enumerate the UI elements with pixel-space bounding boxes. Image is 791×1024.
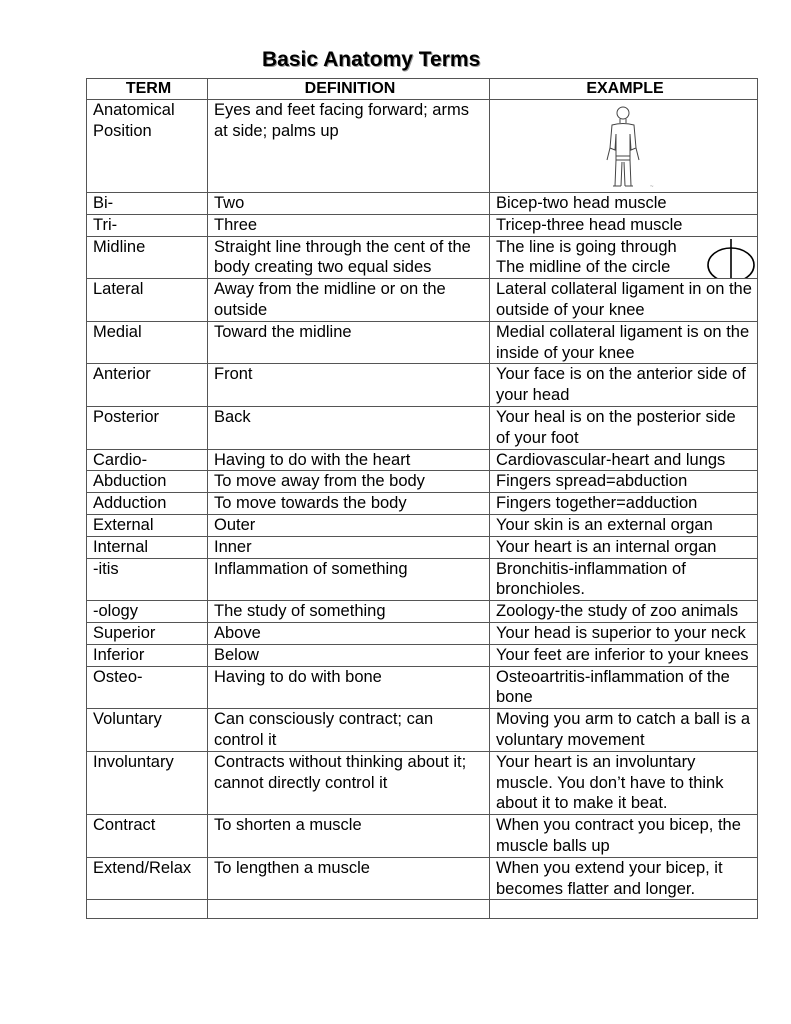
example-cell (490, 236, 758, 279)
midline-circle-icon (706, 237, 758, 279)
term-cell: Inferior (87, 644, 208, 666)
example-cell: Medial collateral ligament is on the inside of your knee (490, 321, 758, 364)
table-row (87, 406, 758, 449)
table-row (87, 449, 758, 471)
term-cell: -itis (87, 558, 208, 601)
table-row (87, 666, 758, 709)
table-row (87, 471, 758, 493)
definition-cell: Toward the midline (208, 321, 490, 364)
example-cell: When you extend your bicep, it becomes flatter and longer. (490, 857, 758, 900)
definition-header: DEFINITION (208, 79, 490, 100)
empty-cell (490, 900, 758, 919)
term-cell: Involuntary (87, 751, 208, 814)
table-row (87, 193, 758, 215)
table-row (87, 321, 758, 364)
example-cell: Your skin is an external organ (490, 514, 758, 536)
definition-cell: Straight line through the cent of the body creating two equal sides (208, 236, 490, 279)
example-cell: Your head is superior to your neck (490, 622, 758, 644)
table-row (87, 279, 758, 322)
term-cell: -ology (87, 601, 208, 623)
example-cell: Cardiovascular-heart and lungs (490, 449, 758, 471)
table-row (87, 514, 758, 536)
definition-cell: Having to do with bone (208, 666, 490, 709)
empty-row (87, 900, 758, 919)
term-cell: Tri- (87, 214, 208, 236)
header-row (87, 79, 758, 100)
definition-cell: Eyes and feet facing forward; arms at side; palms up (208, 100, 490, 193)
example-cell: Bronchitis-inflammation of bronchioles. (490, 558, 758, 601)
definition-cell: Contracts without thinking about it; cannot directly control it (208, 751, 490, 814)
example-cell: Tricep-three head muscle (490, 214, 758, 236)
term-cell: Adduction (87, 493, 208, 515)
term-cell: Contract (87, 815, 208, 858)
table-row (87, 493, 758, 515)
definition-cell: Front (208, 364, 490, 407)
table-row (87, 815, 758, 858)
anatomical-position-figure-icon (586, 104, 666, 190)
table-row (87, 558, 758, 601)
table-row (87, 709, 758, 752)
anatomy-terms-table (86, 78, 758, 919)
definition-cell: Inflammation of something (208, 558, 490, 601)
example-cell: Your heart is an involuntary muscle. You don’t have to think about it to make it beat. (490, 751, 758, 814)
term-cell: Midline (87, 236, 208, 279)
term-cell: Extend/Relax (87, 857, 208, 900)
term-cell: Superior (87, 622, 208, 644)
term-cell: Medial (87, 321, 208, 364)
example-cell: Osteoartritis-inflammation of the bone (490, 666, 758, 709)
empty-cell (208, 900, 490, 919)
example-cell: Fingers together=adduction (490, 493, 758, 515)
definition-cell: Inner (208, 536, 490, 558)
term-cell: Anterior (87, 364, 208, 407)
definition-cell: Below (208, 644, 490, 666)
table-row (87, 236, 758, 279)
table-row (87, 857, 758, 900)
example-cell: Fingers spread=abduction (490, 471, 758, 493)
term-cell: External (87, 514, 208, 536)
example-cell: Your heal is on the posterior side of your foot (490, 406, 758, 449)
table-row (87, 100, 758, 193)
term-cell: Cardio- (87, 449, 208, 471)
term-cell: Internal (87, 536, 208, 558)
definition-cell: Away from the midline or on the outside (208, 279, 490, 322)
example-cell: Your heart is an internal organ (490, 536, 758, 558)
table-row (87, 622, 758, 644)
table-row (87, 364, 758, 407)
example-cell: When you contract you bicep, the muscle balls up (490, 815, 758, 858)
definition-cell: To lengthen a muscle (208, 857, 490, 900)
term-cell: Anatomical Position (87, 100, 208, 193)
term-cell: Bi- (87, 193, 208, 215)
definition-cell: The study of something (208, 601, 490, 623)
table-row (87, 601, 758, 623)
example-cell: Bicep-two head muscle (490, 193, 758, 215)
definition-cell: Three (208, 214, 490, 236)
table-row (87, 536, 758, 558)
example-cell: Zoology-the study of zoo animals (490, 601, 758, 623)
example-cell: Lateral collateral ligament in on the outside of your knee (490, 279, 758, 322)
svg-text:~: ~ (650, 184, 654, 190)
term-cell: Lateral (87, 279, 208, 322)
example-header: EXAMPLE (490, 79, 758, 100)
term-cell: Osteo- (87, 666, 208, 709)
definition-cell: To move away from the body (208, 471, 490, 493)
definition-cell: Can consciously contract; can control it (208, 709, 490, 752)
table-row (87, 644, 758, 666)
empty-cell (87, 900, 208, 919)
page-title: Basic Anatomy Terms (262, 48, 481, 71)
definition-cell: To move towards the body (208, 493, 490, 515)
example-text: The line is going through The midline of the circle (496, 237, 677, 277)
term-cell: Posterior (87, 406, 208, 449)
term-cell: Voluntary (87, 709, 208, 752)
table-row (87, 751, 758, 814)
term-header: TERM (87, 79, 208, 100)
table-row (87, 214, 758, 236)
definition-cell: Having to do with the heart (208, 449, 490, 471)
definition-cell: Outer (208, 514, 490, 536)
definition-cell: Two (208, 193, 490, 215)
example-cell: Your feet are inferior to your knees (490, 644, 758, 666)
example-cell: Moving you arm to catch a ball is a voluntary movement (490, 709, 758, 752)
term-cell: Abduction (87, 471, 208, 493)
example-cell (490, 100, 758, 193)
definition-cell: To shorten a muscle (208, 815, 490, 858)
definition-cell: Above (208, 622, 490, 644)
definition-cell: Back (208, 406, 490, 449)
example-cell: Your face is on the anterior side of your head (490, 364, 758, 407)
